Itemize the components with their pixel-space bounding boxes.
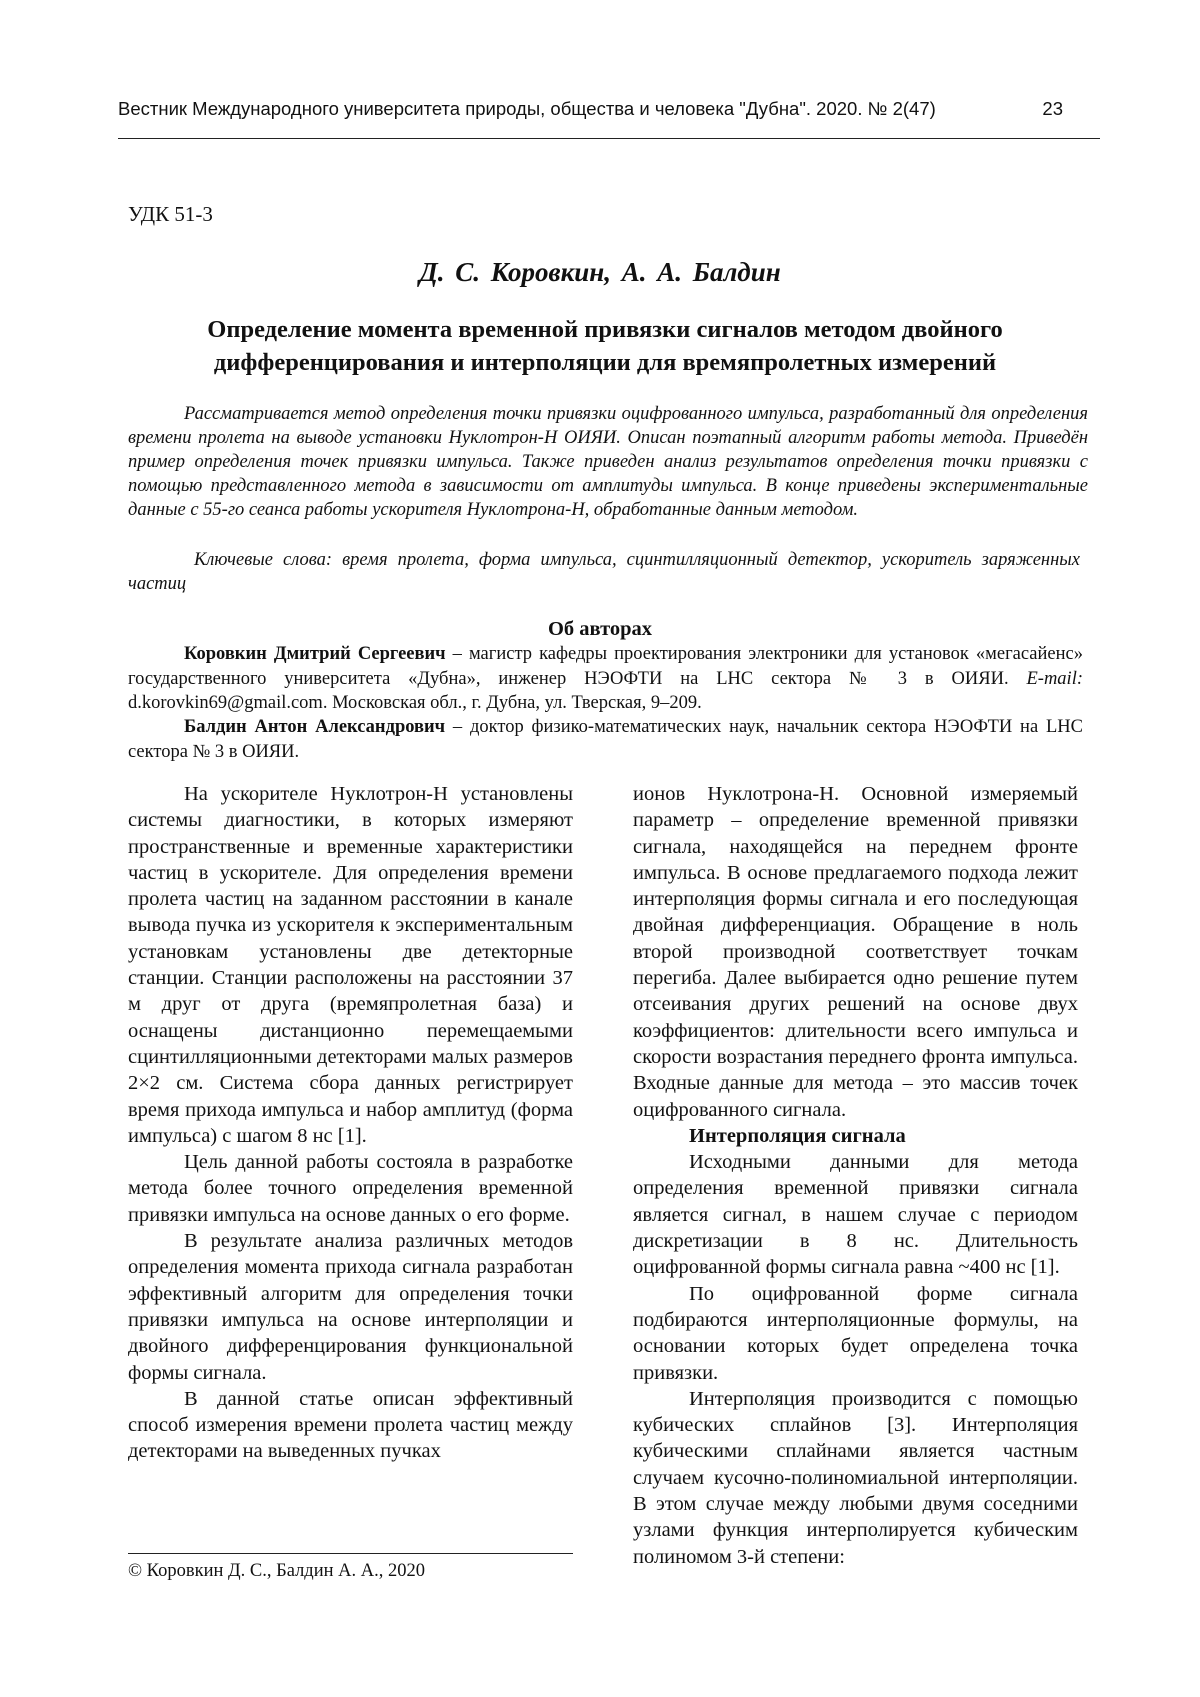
paragraph: В данной статье описан эффективный способ измерения времени пролета частиц между детекторами на выведенных пучках (128, 1386, 573, 1465)
paragraph-continuation: ионов Нуклотрона-Н. Основной измеряемый параметр – определение временной привязки сигнала, находящейся на переднем фронте импульса. В основе предлагаемого подхода лежит интерполяция формы сигнала и его последующая двойная дифференциация. Обращение в ноль второй производной соответствует точкам перегиба. Далее выбирается одно решение путем отсеивания других решений на основе двух коэффициентов: длительности всего импульса и скорости возрастания переднего фронта импульса. Входные данные для метода – это массив точек оцифрованного сигнала. (633, 781, 1078, 1123)
author-name: Балдин Антон Александрович (184, 717, 445, 737)
body-column-right (633, 781, 1078, 1570)
author-description: – магистр кафедры проектирования электроники для установок «мегасайенс» государственного университета «Дубна», инженер НЭОФТИ на LHC сектора № 3 в ОИЯИ. (128, 644, 1083, 689)
body-column-left (128, 781, 573, 1465)
page-number: 23 (1042, 98, 1063, 120)
email-label: E-mail: (1026, 669, 1083, 689)
author-name: Коровкин Дмитрий Сергеевич (184, 644, 446, 664)
journal-page (0, 0, 1200, 1697)
journal-title: Вестник Международного университета природы, общества и человека "Дубна". 2020. № 2(47) (118, 98, 936, 120)
running-head (118, 98, 1063, 120)
paragraph: В результате анализа различных методов определения момента прихода сигнала разработан эффективный алгоритм для определения точки привязки импульса на основе интерполяции и двойного дифференцирования функциональной формы сигнала. (128, 1228, 573, 1386)
paragraph: Интерполяция производится с помощью кубических сплайнов [3]. Интерполяция кубическими сплайнами является частным случаем кусочно-полиномиальной интерполяции. В этом случае между любыми двумя соседними узлами функция интерполируется кубическим полиномом 3-й степени: (633, 1386, 1078, 1570)
article-title: Определение момента временной привязки сигналов методом двойного дифференцирования и интерполяции для времяпролетных измерений (140, 313, 1070, 379)
paragraph: По оцифрованной форме сигнала подбираются интерполяционные формулы, на основании которых будет определена точка привязки. (633, 1281, 1078, 1386)
footnote-rule (128, 1553, 573, 1554)
authors-line: Д. С. Коровкин, А. А. Балдин (0, 257, 1200, 288)
paragraph: На ускорителе Нуклотрон-Н установлены системы диагностики, в которых измеряют пространственные и временные характеристики частиц в ускорителе. Для определения времени пролета частиц на заданном расстоянии в канале вывода пучка из ускорителя к экспериментальным установкам установлены две детекторные станции. Станции расположены на расстоянии 37 м друг от друга (времяпролетная база) и оснащены дистанционно перемещаемыми сцинтилляционными детекторами малых размеров 2×2 см. Система сбора данных регистрирует время прихода импульса и набор амплитуд (форма импульса) с шагом 8 нс [1]. (128, 781, 573, 1149)
keywords: Ключевые слова: время пролета, форма импульса, сцинтилляционный детектор, ускоритель заряженных частиц (128, 548, 1080, 596)
abstract: Рассматривается метод определения точки привязки оцифрованного импульса, разработанный для определения времени пролета на выводе установки Нуклотрон-Н ОИЯИ. Описан поэтапный алгоритм работы метода. Приведён пример определения точек привязки импульса. Также приведен анализ результатов определения точки привязки с помощью представленного метода в зависимости от амплитуды импульса. В конце приведены экспериментальные данные с 55-го сеанса работы ускорителя Нуклотрона-Н, обработанные данным методом. (128, 402, 1088, 522)
copyright-footnote: © Коровкин Д. С., Балдин А. А., 2020 (128, 1561, 425, 1582)
email-address: d.korovkin69@gmail.com. Московская обл., г. Дубна, ул. Тверская, 9–209. (128, 693, 702, 713)
udc-code: УДК 51-3 (128, 202, 213, 227)
author-description: – доктор физико-математических наук, начальник сектора НЭОФТИ на LHC сектора № 3 в ОИЯИ. (128, 717, 1083, 762)
paragraph: Исходными данными для метода определения временной привязки сигнала является сигнал, в нашем случае с периодом дискретизации в 8 нс. Длительность оцифрованной формы сигнала равна ~400 нс [1]. (633, 1149, 1078, 1280)
section-heading: Интерполяция сигнала (633, 1123, 1078, 1149)
paragraph: Цель данной работы состояла в разработке метода более точного определения временной привязки импульса на основе данных о его форме. (128, 1149, 573, 1228)
author-info-korovkin (128, 642, 1083, 716)
header-rule (118, 138, 1100, 139)
author-info-baldin (128, 715, 1083, 764)
about-authors-heading: Об авторах (0, 618, 1200, 641)
